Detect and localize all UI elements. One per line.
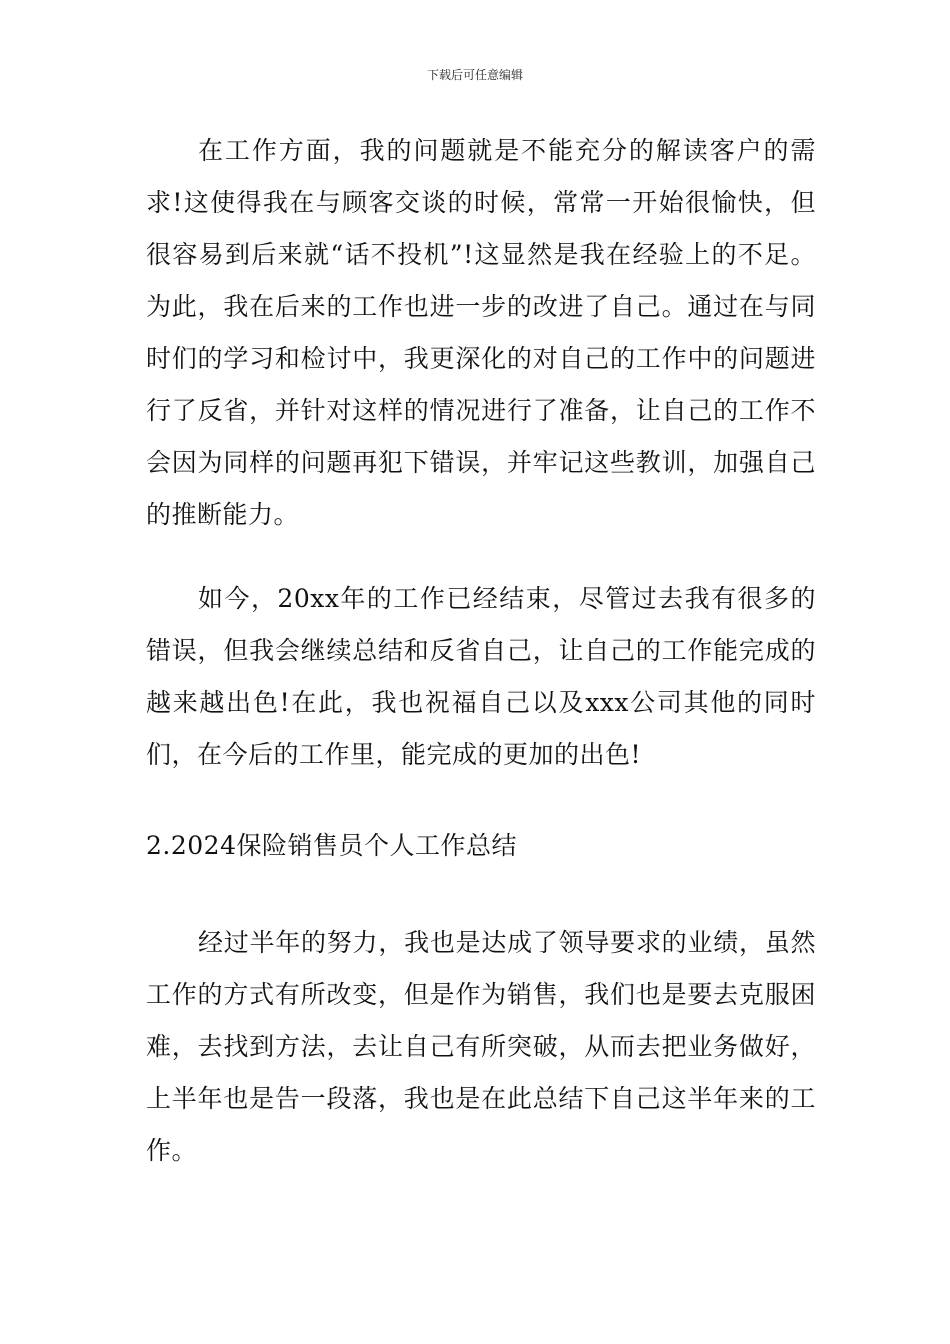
paragraph-work-issues [146,125,816,541]
paragraph-text: 经过半年的努力，我也是达成了领导要求的业绩，虽然工作的方式有所改变，但是作为销售，我们也是要去克服困难，去找到方法，去让自己有所突破，从而去把业务做好，上半年也是告一段落，我也是在此总结下自己这半年来的工作。 [146,928,816,1165]
paragraph-year-end [146,573,816,781]
page-header-note: 下载后可任意编辑 [426,68,523,82]
paragraph-half-year [146,917,816,1177]
paragraph-text: 在工作方面，我的问题就是不能充分的解读客户的需求!这使得我在与顾客交谈的时候，常常一开始很愉快，但很容易到后来就“话不投机”!这显然是我在经验上的不足。为此，我在后来的工作也进一步的改进了自己。通过在与同时们的学习和检讨中，我更深化的对自己的工作中的问题进行了反省，并针对这样的情况进行了准备，让自己的工作不会因为同样的问题再犯下错误，并牢记这些教训，加强自己的推断能力。 [146,136,816,529]
paragraph-text: 如今，20xx年的工作已经结束，尽管过去我有很多的错误，但我会继续总结和反省自己，让自己的工作能完成的越来越出色!在此，我也祝福自己以及xxx公司其他的同时们，在今后的工作里，能完成的更加的出色! [146,584,816,769]
section-heading [146,820,816,872]
section-heading-text: 2.2024保险销售员个人工作总结 [146,831,517,860]
